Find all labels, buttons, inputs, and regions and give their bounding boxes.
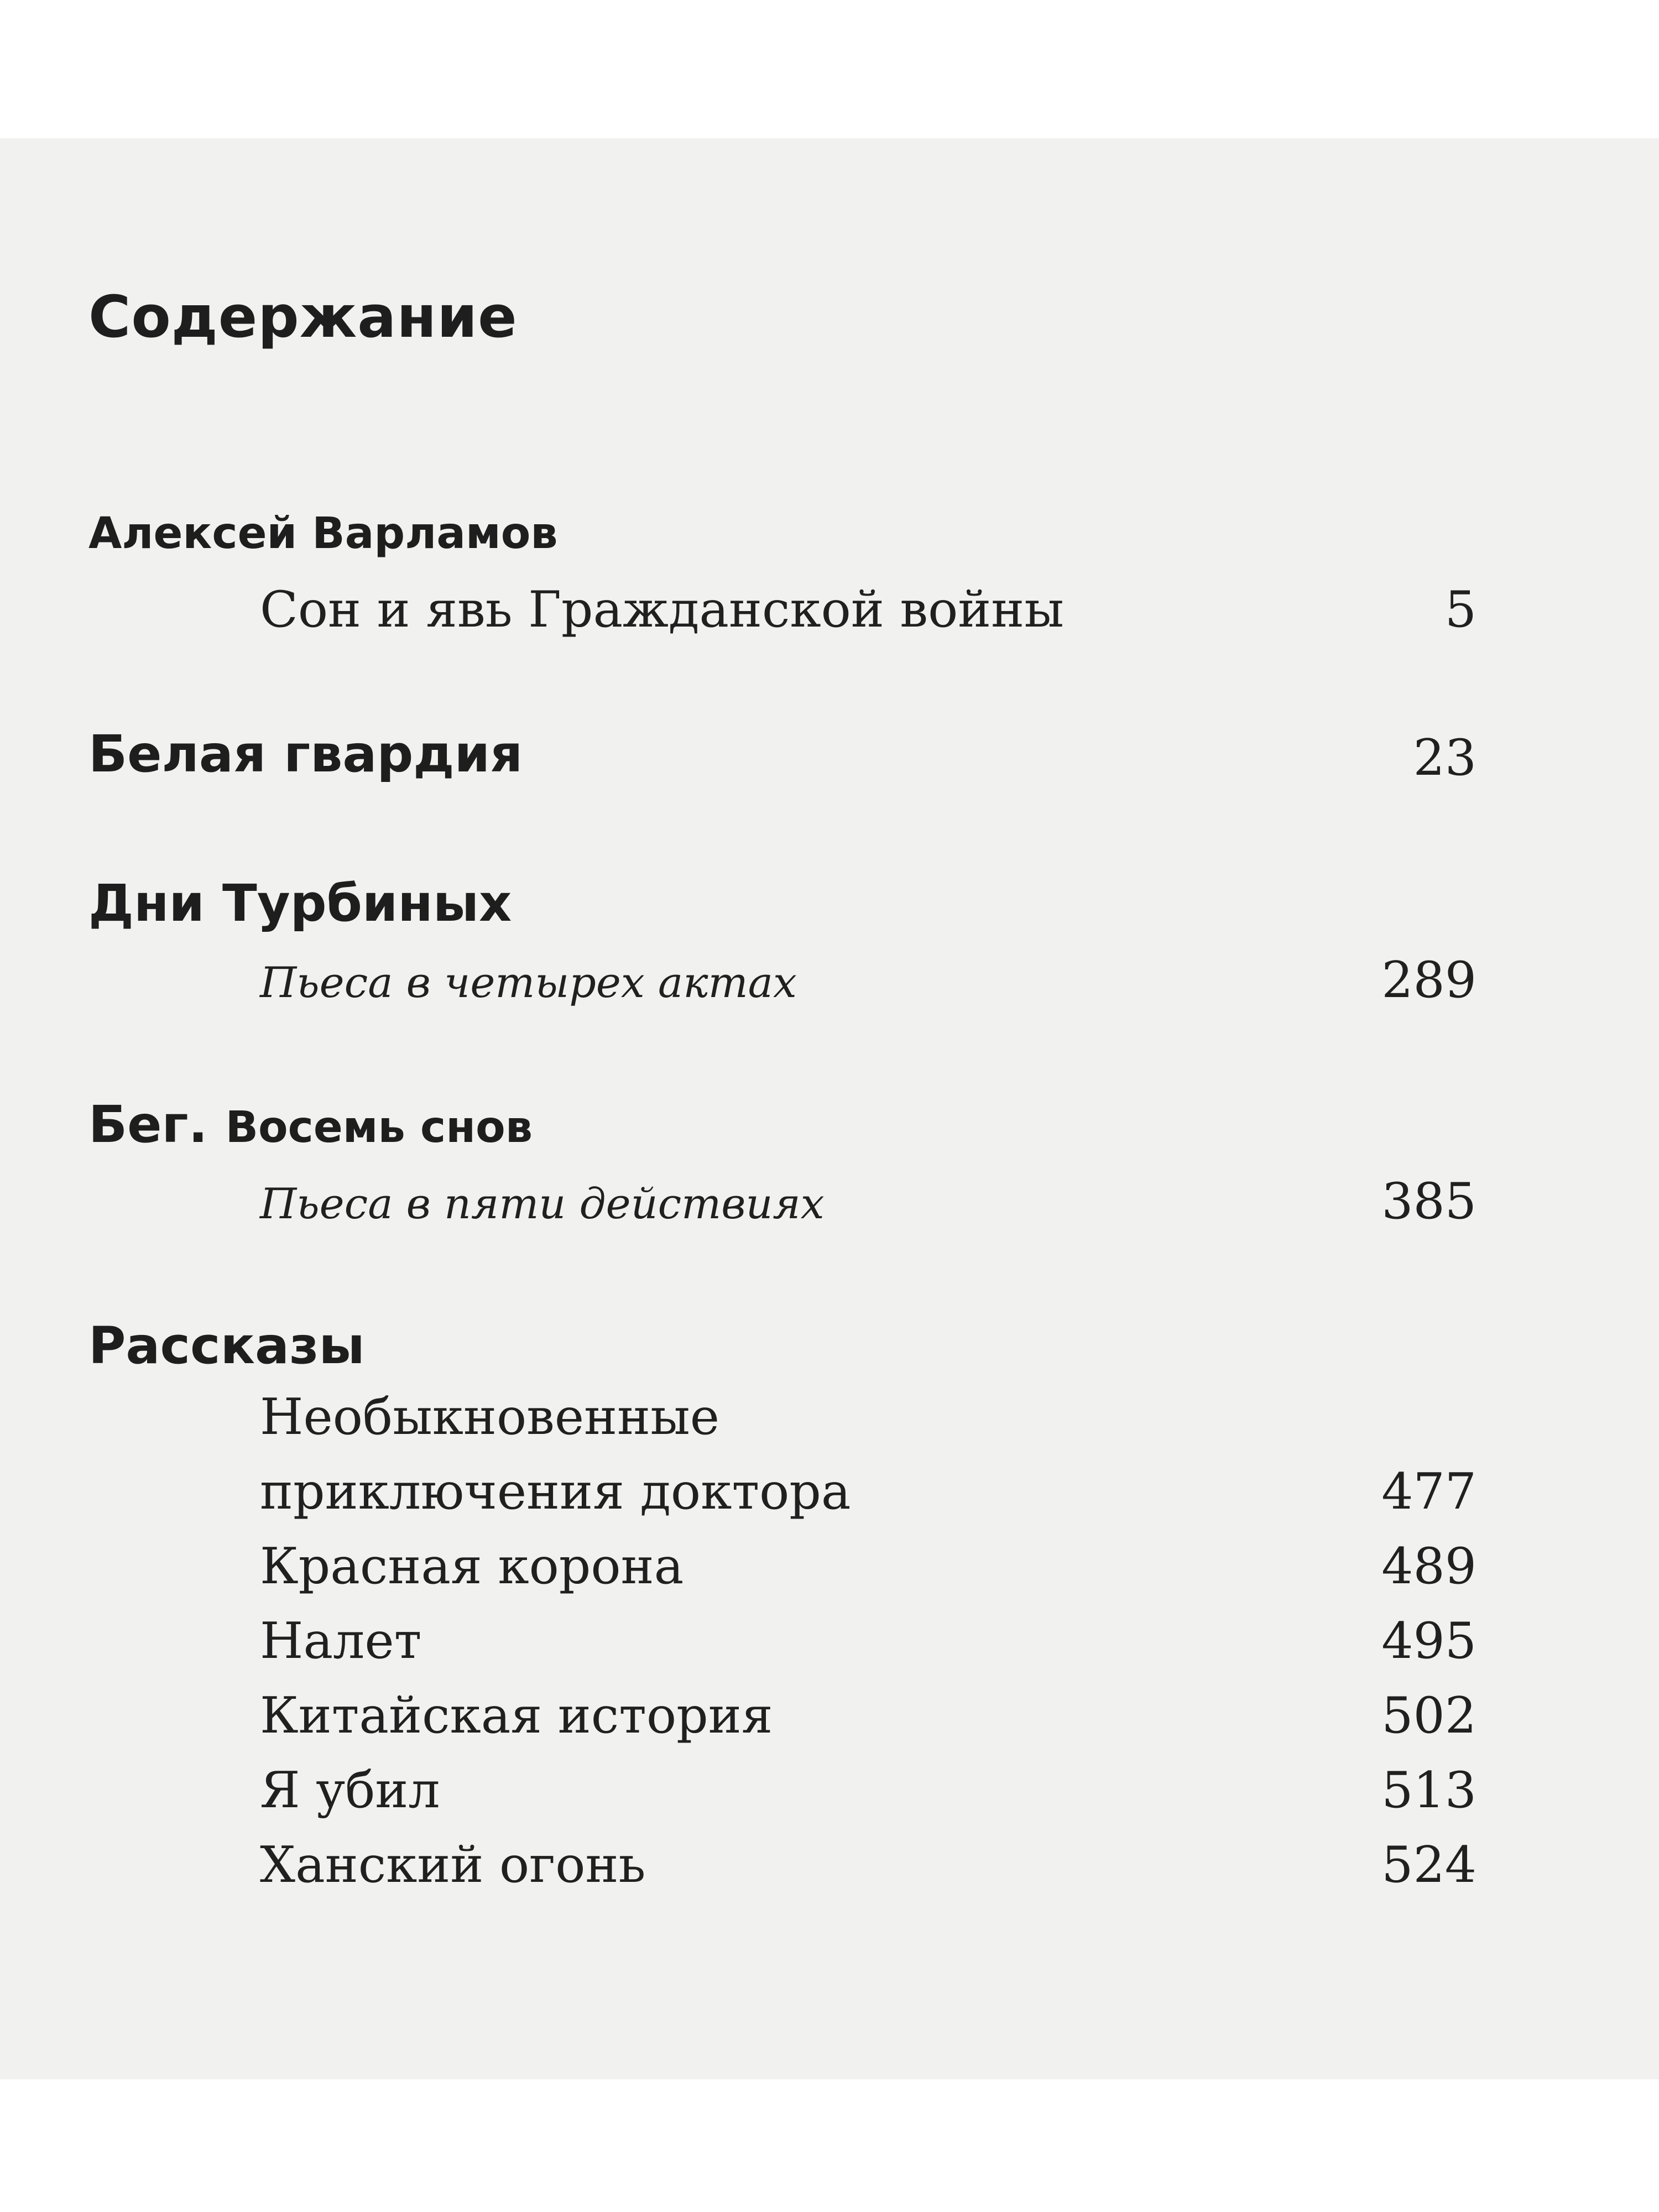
entry-page-number: 5 [1444, 581, 1477, 639]
entry-title: Пьеса в пяти действиях [260, 1179, 825, 1228]
entry-title: Пьеса в четырех актах [260, 958, 797, 1007]
entry-title: Я убил [260, 1761, 440, 1819]
section-heading-author: Алексей Варламов [88, 509, 558, 559]
section-heading-novel: Белая гвардия [88, 724, 523, 784]
entry-title: Ханский огонь [260, 1836, 646, 1894]
section-heading-main: Бег. [88, 1095, 208, 1154]
entry-title-line1: Необыкновенные [260, 1388, 719, 1446]
book-page [0, 138, 1659, 2079]
entry-page-number: 477 [1381, 1463, 1477, 1521]
section-heading-stories: Рассказы [88, 1316, 365, 1375]
entry-title-line2: приключения доктора [260, 1463, 851, 1521]
entry-title: Сон и явь Гражданской войны [260, 581, 1064, 639]
entry-page-number: 524 [1381, 1836, 1477, 1894]
section-heading-sub: Восемь снов [225, 1103, 533, 1152]
entry-page-number: 385 [1381, 1172, 1477, 1230]
section-heading-play: Дни Турбиных [88, 874, 512, 933]
entry-page-number: 502 [1381, 1687, 1477, 1745]
entry-title: Китайская история [260, 1687, 773, 1745]
section-heading-play-2 [88, 1095, 533, 1154]
entry-page-number: 23 [1413, 729, 1477, 787]
entry-page-number: 513 [1381, 1761, 1477, 1819]
entry-page-number: 289 [1381, 951, 1477, 1009]
page-title: Содержание [88, 283, 518, 351]
entry-page-number: 489 [1381, 1537, 1477, 1595]
entry-title: Красная корона [260, 1537, 684, 1595]
entry-page-number: 495 [1381, 1612, 1477, 1670]
entry-title: Налет [260, 1612, 422, 1670]
